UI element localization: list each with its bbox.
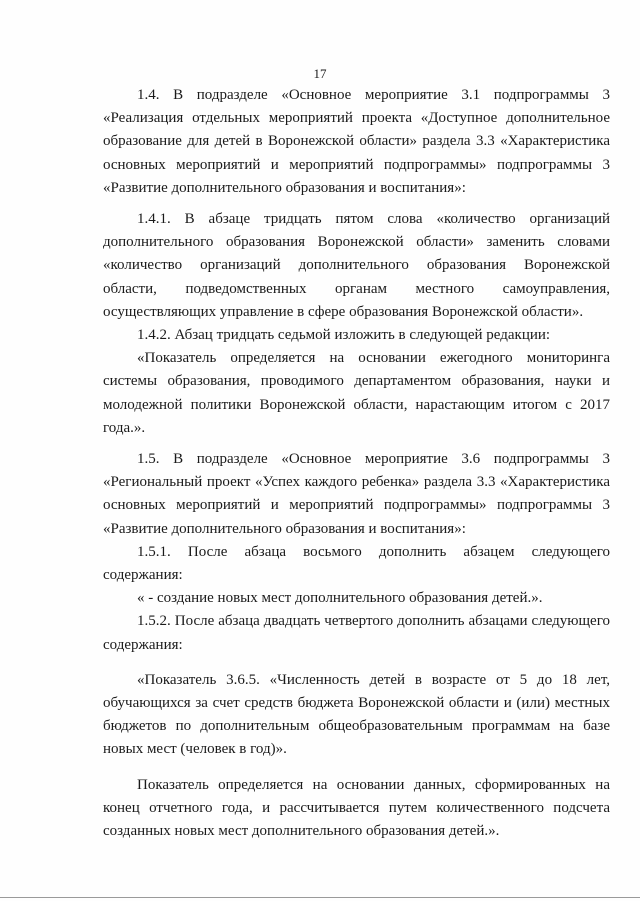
document-body — [103, 84, 610, 843]
paragraph-1-4-1: 1.4.1. В абзаце тридцать пятом слова «количество организаций дополнительного образования Воронежской области» заменить словами «количество организаций дополнительного образования Воронежской области, подведомственных органам местного самоуправления, осуществляющих управление в сфере образования Воронежской области». — [103, 211, 610, 320]
paragraph-1-5-1: 1.5.1. После абзаца восьмого дополнить абзацем следующего содержания: — [103, 543, 610, 584]
paragraph-1-4: 1.4. В подразделе «Основное мероприятие 3.1 подпрограммы 3 «Реализация отдельных мероприятий проекта «Доступное дополнительное образование для детей в Воронежской области» раздела 3.3 «Характеристика основных мероприятий и мероприятий подпрограммы» подпрограммы 3 «Развитие дополнительного образования и воспитания»: — [103, 87, 610, 196]
paragraph-indicator-3-6-5: «Показатель 3.6.5. «Численность детей в возрасте от 5 до 18 лет, обучающихся за счет средств бюджета Воронежской области и (или) местных бюджетов по дополнительным общеобразовательным программам на базе новых мест (человек в год)». — [103, 671, 610, 758]
paragraph-1-5-2: 1.5.2. После абзаца двадцать четвертого дополнить абзацами следующего содержания: — [103, 613, 610, 653]
scan-bottom-edge — [0, 897, 640, 898]
paragraph-1-5: 1.5. В подразделе «Основное мероприятие 3.6 подпрограммы 3 «Региональный проект «Успех каждого ребенка» раздела 3.3 «Характеристика основных мероприятий и мероприятий подпрограммы» подпрограммы 3 «Развитие дополнительного образования и воспитания»: — [103, 451, 610, 537]
paragraph-new-places: « - создание новых мест дополнительного образования детей.». — [137, 590, 543, 607]
paragraph-quote-monitoring: «Показатель определяется на основании ежегодного мониторинга системы образования, проводимого департаментом образования, науки и молодежной политики Воронежской области, нарастающим итогом с 2017 года.». — [103, 350, 610, 436]
paragraph-1-4-2: 1.4.2. Абзац тридцать седьмой изложить в следующей редакции: — [137, 327, 551, 344]
paragraph-indicator-method: Показатель определяется на основании данных, сформированных на конец отчетного года, и рассчитывается путем количественного подсчета созданных новых мест дополнительного образования детей.». — [103, 776, 610, 840]
page-number: 17 — [313, 66, 327, 81]
